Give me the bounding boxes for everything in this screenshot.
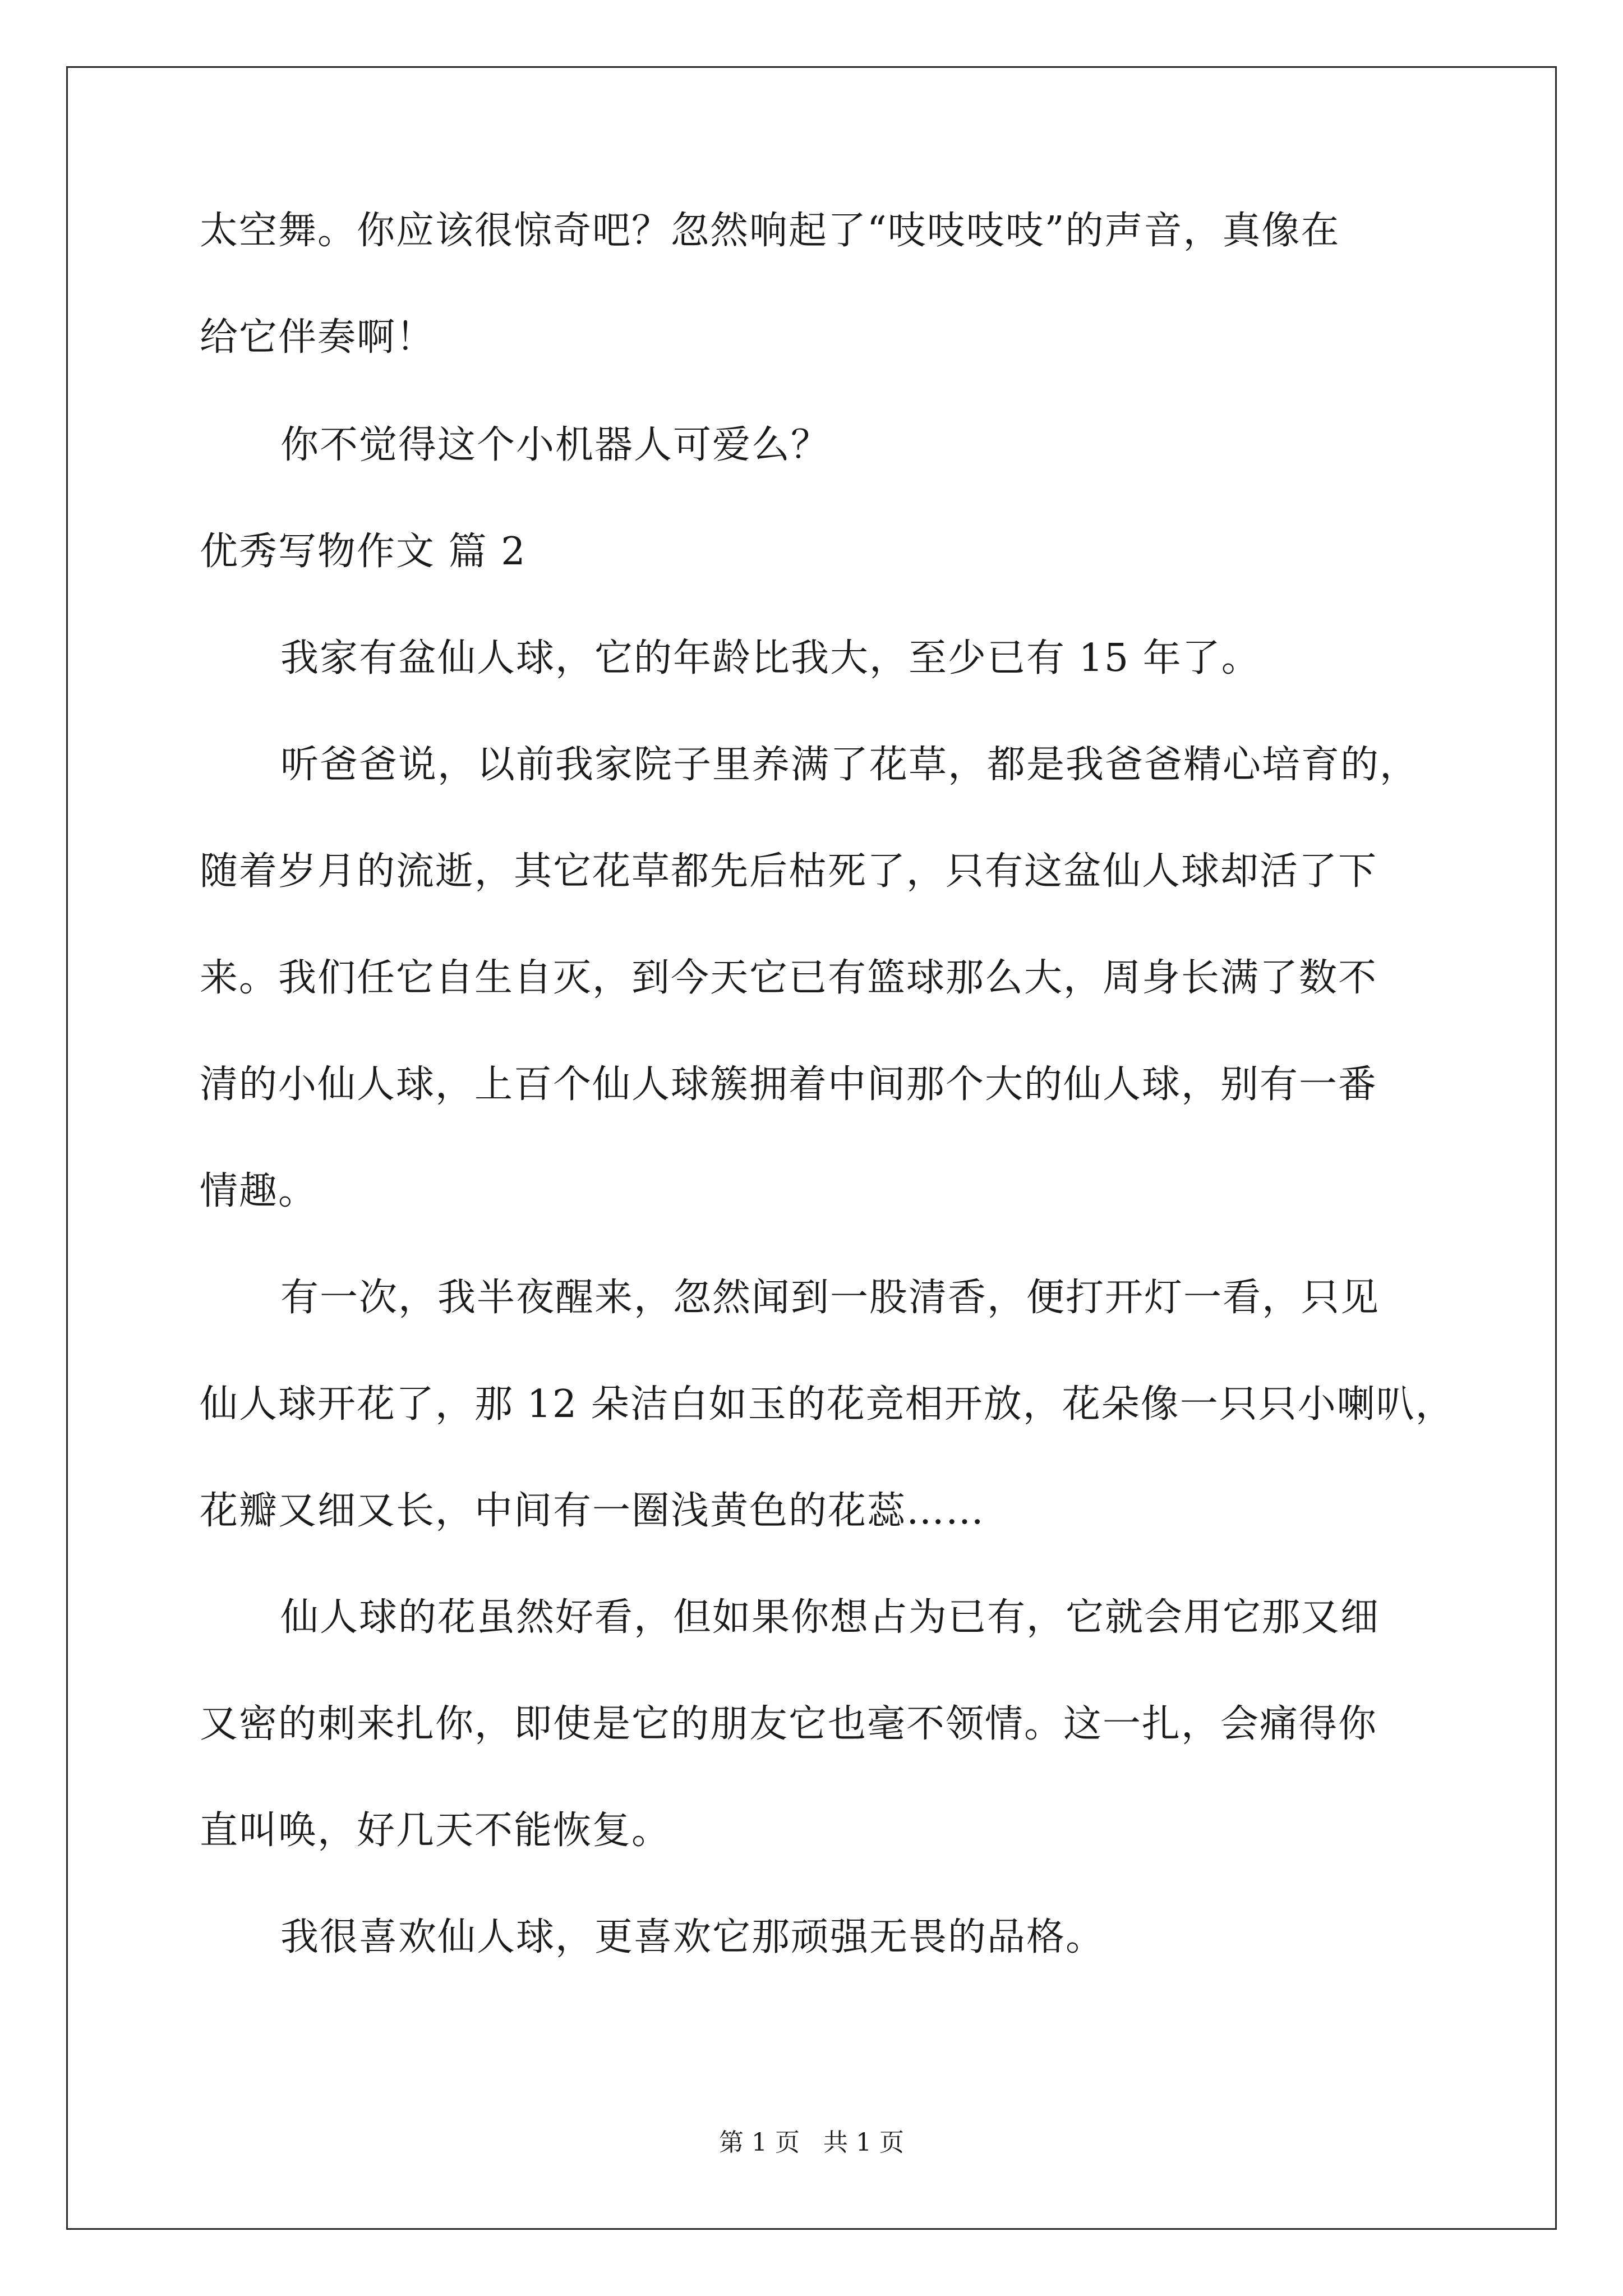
paragraph-line: 你不觉得这个小机器人可爱么？ bbox=[280, 423, 831, 467]
paragraph-line: 我家有盆仙人球，它的年龄比我大，至少已有 15 年了。 bbox=[280, 636, 1261, 680]
page-number-footer: 第 1 页 共 1 页 bbox=[719, 2128, 904, 2157]
paragraph-line: 太空舞。你应该很惊奇吧？忽然响起了“吱吱吱吱”的声音，真像在 bbox=[200, 209, 1340, 253]
paragraph-line: 听爸爸说，以前我家院子里养满了花草，都是我爸爸精心培育的， bbox=[280, 743, 1419, 787]
paragraph-line: 有一次，我半夜醒来，忽然闻到一股清香，便打开灯一看，只见 bbox=[280, 1276, 1380, 1320]
paragraph-line: 来。我们任它自生自灭，到今天它已有篮球那么大，周身长满了数不 bbox=[200, 956, 1378, 1000]
paragraph-line: 情趣。 bbox=[200, 1169, 318, 1213]
paragraph-line: 花瓣又细又长，中间有一圈浅黄色的花蕊…… bbox=[200, 1489, 985, 1533]
paragraph-line: 给它伴奏啊！ bbox=[200, 315, 436, 360]
paragraph-line: 随着岁月的流逝，其它花草都先后枯死了，只有这盆仙人球却活了下 bbox=[200, 849, 1378, 894]
paragraph-line: 我很喜欢仙人球，更喜欢它那顽强无畏的品格。 bbox=[280, 1915, 1105, 1959]
page-border bbox=[66, 66, 1557, 2230]
paragraph-line: 仙人球的花虽然好看，但如果你想占为已有，它就会用它那又细 bbox=[280, 1595, 1380, 1640]
paragraph-line: 又密的刺来扎你，即使是它的朋友它也毫不领情。这一扎，会痛得你 bbox=[200, 1702, 1378, 1746]
section-heading: 优秀写物作文 篇 2 bbox=[200, 530, 527, 574]
paragraph-line: 清的小仙人球，上百个仙人球簇拥着中间那个大的仙人球，别有一番 bbox=[200, 1062, 1378, 1107]
paragraph-line: 直叫唤，好几天不能恢复。 bbox=[200, 1809, 671, 1853]
paragraph-line: 仙人球开花了，那 12 朵洁白如玉的花竞相开放，花朵像一只只小喇叭， bbox=[200, 1382, 1455, 1427]
